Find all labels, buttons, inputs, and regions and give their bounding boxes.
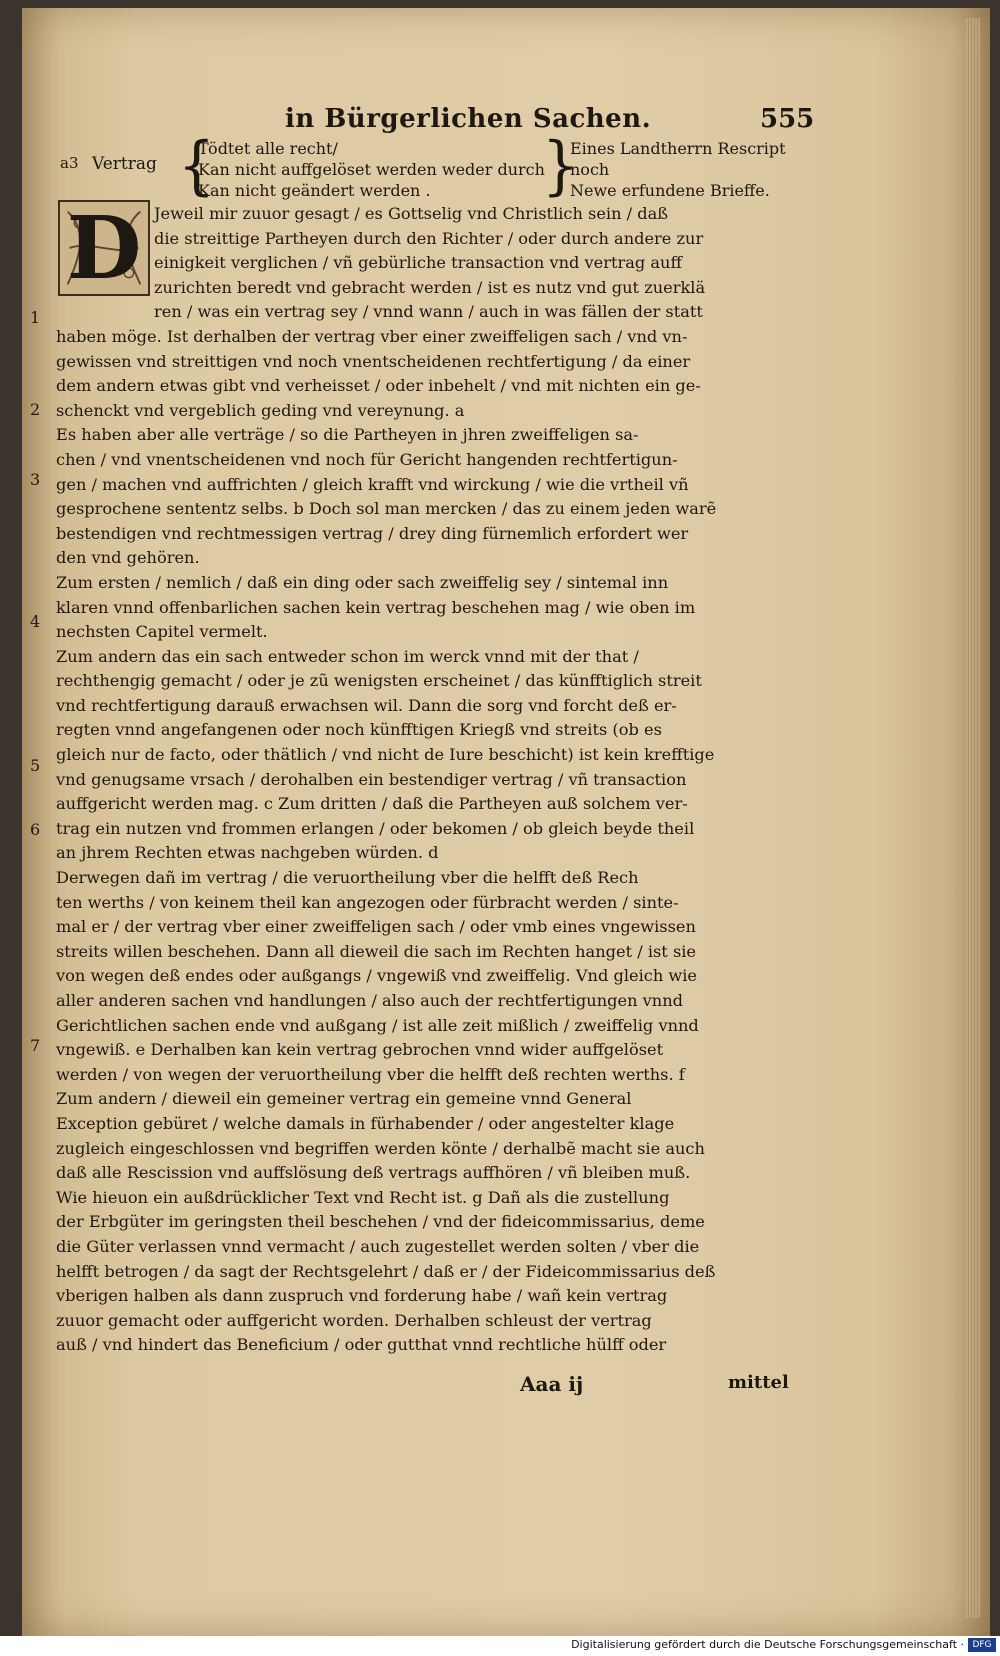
signature-mark: Aaa ij: [520, 1372, 584, 1396]
right-brace: }: [542, 127, 579, 203]
text-line: vberigen halben als dann zuspruch vnd forderung habe / wañ kein vertrag: [56, 1286, 668, 1306]
drop-cap-letter: D: [66, 198, 142, 299]
text-line: auß / vnd hindert das Beneficium / oder gutthat vnnd rechtliche hülff oder: [56, 1335, 667, 1355]
text-line: zuuor gemacht oder auffgericht worden. Derhalben schleust der vertrag: [56, 1310, 652, 1330]
text-line: aller anderen sachen vnd handlungen / also auch der rechtfertigungen vnnd: [56, 991, 684, 1010]
text-line: Derwegen dañ im vertrag / die veruortheilung vber die helfft deß Rech: [56, 868, 639, 888]
text-line: Zum andern das ein sach entweder schon im werck vnnd mit der that /: [56, 646, 639, 666]
abstract-left-item: Kan nicht auffgelöset werden weder durch: [198, 160, 545, 179]
abstract-head: Vertrag: [92, 154, 157, 174]
text-line: Zum andern / dieweil ein gemeiner vertrag ein gemeine vnnd General: [56, 1089, 632, 1109]
text-line: zurichten beredt vnd gebracht werden / ist es nutz vnd gut zuerklä: [154, 277, 706, 297]
text-line: ten werths / von keinem theil kan angezogen oder fürbracht werden / sinte-: [56, 892, 679, 912]
text-line: ren / was ein vertrag sey / vnnd wann / auch in was fällen der statt: [154, 302, 703, 322]
text-line: klaren vnnd offenbarlichen sachen kein vertrag beschehen mag / wie oben im: [56, 597, 696, 617]
margin-number: 6: [30, 820, 41, 839]
text-line: regten vnnd angefangenen oder noch künfftigen Kriegß vnd streits (ob es: [56, 720, 662, 740]
page-edge: [966, 18, 980, 1618]
margin-number: 1: [30, 308, 41, 327]
text-line: streits willen beschehen. Dann all dieweil die sach im Rechten hanget / ist sie: [56, 941, 697, 961]
text-line: Zum ersten / nemlich / daß ein ding oder sach zweiffelig sey / sintemal inn: [56, 572, 669, 592]
margin-number: 2: [30, 400, 41, 419]
text-line: schenckt vnd vergeblich geding vnd vereynung. a: [56, 400, 465, 420]
margin-number: 5: [30, 756, 41, 775]
abstract-left-list: [198, 138, 545, 201]
text-line: der Erbgüter im geringsten theil beschehen / vnd der fideicommissarius, deme: [56, 1212, 705, 1232]
text-line: von wegen deß endes oder außgangs / vngewiß vnd zweiffelig. Vnd gleich wie: [56, 966, 698, 986]
abstract-number: a3: [60, 154, 79, 172]
text-line: gen / machen vnd auffrichten / gleich krafft vnd wirckung / wie die vrtheil vñ: [56, 474, 689, 494]
marginal-abstract: [58, 127, 798, 204]
abstract-left-item: Tödtet alle recht/: [198, 139, 338, 158]
text-line: den vnd gehören.: [56, 548, 200, 568]
text-line: vnd rechtfertigung darauß erwachsen wil. Dann die sorg vnd forcht deß er-: [56, 695, 677, 715]
text-line: Wie hieuon ein außdrücklicher Text vnd Recht ist. g Dañ als die zustellung: [56, 1187, 670, 1207]
running-head: in Bürgerlichen Sachen.: [285, 104, 652, 134]
abstract-left-item: Kan nicht geändert werden .: [198, 181, 431, 200]
dfg-logo: DFG: [968, 1638, 996, 1652]
abstract-right-item: Eines Landtherrn Rescript: [570, 139, 786, 158]
text-line: gleich nur de facto, oder thätlich / vnd nicht de Iure beschicht) ist kein krefftige: [56, 745, 715, 765]
text-line: die streittige Partheyen durch den Richter / oder durch andere zur: [154, 228, 704, 248]
text-line: Gerichtlichen sachen ende vnd außgang / ist alle zeit mißlich / zweiffelig vnnd: [56, 1015, 699, 1035]
page-number: 555: [760, 104, 815, 134]
text-line: Jeweil mir zuuor gesagt / es Gottselig vnd Christlich sein / daß: [154, 204, 669, 223]
footer-credit: Digitalisierung gefördert durch die Deutsche Forschungsgemeinschaft ·: [571, 1638, 964, 1651]
text-line: haben möge. Ist derhalben der vertrag vber einer zweiffeligen sach / vnd vn-: [56, 326, 688, 346]
footer-bar: [0, 1636, 1000, 1656]
margin-number: 7: [30, 1036, 41, 1055]
text-line: chen / vnd vnentscheidenen vnd noch für Gericht hangenden rechtfertigun-: [56, 449, 678, 469]
text-line: gesprochene sententz selbs. b Doch sol man mercken / das zu einem jeden warẽ: [56, 499, 717, 519]
text-line: an jhrem Rechten etwas nachgeben würden. d: [56, 843, 439, 863]
abstract-right-list: [570, 138, 786, 201]
left-brace: {: [178, 127, 215, 203]
abstract-right-item: Newe erfundene Brieffe.: [570, 181, 770, 200]
text-line: Es haben aber alle verträge / so die Partheyen in jhren zweiffeligen sa-: [56, 425, 639, 445]
body-text: [56, 198, 801, 1358]
text-line: vnd genugsame vrsach / derohalben ein bestendiger vertrag / vñ transaction: [56, 769, 687, 789]
text-line: trag ein nutzen vnd frommen erlangen / oder bekomen / ob gleich beyde theil: [56, 818, 695, 838]
text-line: vngewiß. e Derhalben kan kein vertrag gebrochen vnnd wider auffgelöset: [56, 1040, 664, 1060]
text-line: einigkeit verglichen / vñ gebürliche transaction vnd vertrag auff: [154, 253, 682, 273]
text-line: bestendigen vnd rechtmessigen vertrag / drey ding fürnemlich erfordert wer: [56, 523, 689, 543]
text-line: auffgericht werden mag. c Zum dritten / daß die Partheyen auß solchem ver-: [56, 794, 688, 814]
text-line: Exception gebüret / welche damals in fürhabender / oder angestelter klage: [56, 1113, 675, 1133]
abstract-right-item: noch: [570, 160, 610, 179]
text-line: nechsten Capitel vermelt.: [56, 622, 268, 642]
text-line: mal er / der vertrag vber einer zweiffeligen sach / oder vmb eines vngewissen: [56, 917, 696, 937]
text-line: werden / von wegen der veruortheilung vber die helfft deß rechten werths. f: [56, 1064, 685, 1084]
text-line: rechthengig gemacht / oder je zũ wenigsten erscheinet / das künfftiglich streit: [56, 671, 702, 691]
margin-number: 3: [30, 470, 41, 489]
margin-number: 4: [30, 612, 41, 631]
text-line: zugleich eingeschlossen vnd begriffen werden könte / derhalbẽ macht sie auch: [56, 1138, 705, 1158]
catchword: mittel: [728, 1372, 789, 1393]
text-line: daß alle Rescission vnd auffslösung deß vertrags auffhören / vñ bleiben muß.: [56, 1163, 691, 1183]
text-line: die Güter verlassen vnnd vermacht / auch zugestellet werden solten / vber die: [56, 1236, 700, 1256]
text-line: helfft betrogen / da sagt der Rechtsgelehrt / daß er / der Fideicommissarius deß: [56, 1261, 716, 1281]
text-line: dem andern etwas gibt vnd verheisset / oder inbehelt / vnd mit nichten ein ge-: [56, 376, 701, 396]
text-line: gewissen vnd streittigen vnd noch vnentscheidenen rechtfertigung / da einer: [56, 351, 691, 371]
